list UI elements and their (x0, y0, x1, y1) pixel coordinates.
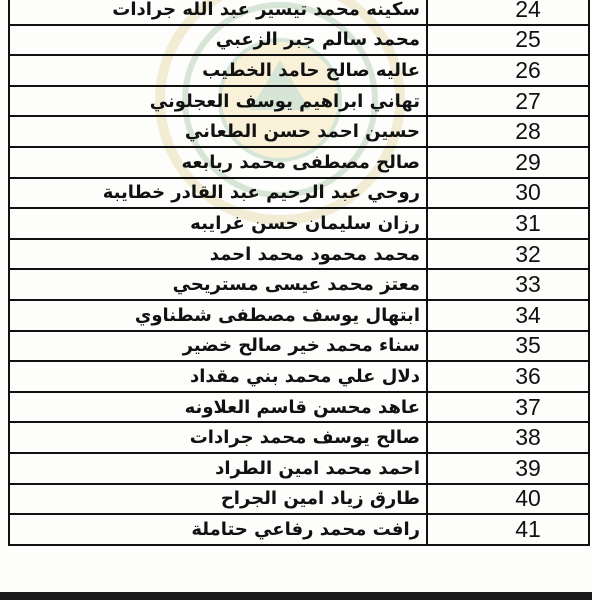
table-row (9, 422, 589, 453)
row-number: 35 (427, 331, 589, 362)
row-number: 25 (427, 25, 589, 56)
table-row (9, 178, 589, 209)
row-name: عاهد محسن قاسم العلاونه (9, 392, 427, 423)
table-row (9, 147, 589, 178)
row-number: 40 (427, 484, 589, 515)
table-row (9, 484, 589, 515)
row-name: سكينه محمد تيسير عبد الله جرادات (9, 0, 427, 25)
names-table (8, 0, 590, 546)
table-row (9, 86, 589, 117)
row-number: 37 (427, 392, 589, 423)
table-row (9, 331, 589, 362)
row-number: 39 (427, 453, 589, 484)
table-row (9, 0, 589, 25)
row-name: عاليه صالح حامد الخطيب (9, 55, 427, 86)
row-name: حسين احمد حسن الطعاني (9, 116, 427, 147)
row-name: سناء محمد خير صالح خضير (9, 331, 427, 362)
row-number: 38 (427, 422, 589, 453)
row-name: تهاني ابراهيم يوسف العجلوني (9, 86, 427, 117)
table-row (9, 116, 589, 147)
row-name: محمد محمود محمد احمد (9, 239, 427, 270)
row-number: 26 (427, 55, 589, 86)
row-number: 36 (427, 361, 589, 392)
row-number: 29 (427, 147, 589, 178)
row-name: روحي عبد الرحيم عبد القادر خطايبة (9, 178, 427, 209)
row-number: 28 (427, 116, 589, 147)
table-row (9, 453, 589, 484)
row-name: طارق زياد امين الجراح (9, 484, 427, 515)
row-name: دلال علي محمد بني مقداد (9, 361, 427, 392)
row-name: احمد محمد امين الطراد (9, 453, 427, 484)
row-name: محمد سالم جبر الزعبي (9, 25, 427, 56)
row-number: 41 (427, 514, 589, 545)
row-number: 33 (427, 269, 589, 300)
row-number: 31 (427, 208, 589, 239)
table-row (9, 392, 589, 423)
row-number: 32 (427, 239, 589, 270)
table-row (9, 361, 589, 392)
row-name: صالح مصطفى محمد ربابعه (9, 147, 427, 178)
row-number: 30 (427, 178, 589, 209)
row-name: ابتهال يوسف مصطفى شطناوي (9, 300, 427, 331)
table-row (9, 55, 589, 86)
row-number: 34 (427, 300, 589, 331)
row-name: معتز محمد عيسى مستريحي (9, 269, 427, 300)
table-row (9, 514, 589, 545)
row-name: صالح يوسف محمد جرادات (9, 422, 427, 453)
row-name: رزان سليمان حسن غرايبه (9, 208, 427, 239)
table-row (9, 300, 589, 331)
names-table-body (9, 0, 589, 545)
row-name: رافت محمد رفاعي حتاملة (9, 514, 427, 545)
table-row (9, 239, 589, 270)
row-number: 24 (427, 0, 589, 25)
table-row (9, 25, 589, 56)
bottom-edge (0, 592, 592, 600)
table-row (9, 269, 589, 300)
table-row (9, 208, 589, 239)
row-number: 27 (427, 86, 589, 117)
